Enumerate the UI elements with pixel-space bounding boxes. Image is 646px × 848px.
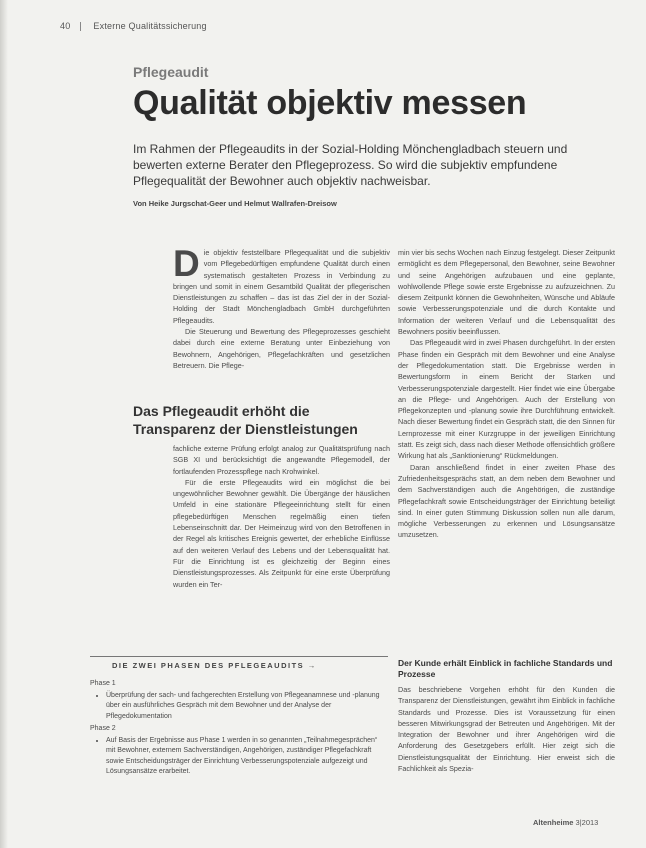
page-number: 40 [60,21,71,31]
page-footer [533,818,598,827]
drop-cap: D [173,243,200,284]
issue-number: 3|2013 [575,818,599,827]
body-column-left-bottom [173,443,390,590]
article-byline: Von Heike Jurgschat-Geer und Helmut Wallrafen-Dreisow [133,199,337,208]
body-column-right-bottom [398,684,615,774]
article-lead: Im Rahmen der Pflegeaudits in der Sozial-Holding Mönchengladbach steuern und bewerten externe Berater den Pflegeprozess. So wird die subjektiv empfundene Pflegequalität der Bewohner auch objektiv nachweisbar. [133,142,568,188]
paragraph: fachliche externe Prüfung erfolgt analog zur Qualitätsprüfung nach SGB XI und berücksichtigt die angewandte Pflegemodell, der fortlaufenden Prozesspflege nach Krohwinkel. [173,444,390,476]
right-subheading: Der Kunde erhält Einblick in fachliche Standards und Prozesse [398,658,613,679]
article-title: Qualität objektiv messen [133,84,527,122]
scan-edge-shadow [0,0,8,848]
phase-2-list [90,736,388,778]
header-divider [80,22,87,31]
infobox [90,677,388,779]
body-column-left-top [173,243,390,371]
phase-1-list [90,691,388,723]
paragraph: Die Steuerung und Bewertung des Pflegeprozesses geschieht dabei durch eine externe Beratung unter Einbeziehung von Bewohnern, Angehörigen, Pflegefachkräften und gesetzlichen Betreuern. Die Pflege- [173,327,390,370]
paragraph: min vier bis sechs Wochen nach Einzug festgelegt. Dieser Zeitpunkt ermöglicht es dem Pflegepersonal, den Bewohner, seine Bewohner und seine Angehörigen aufzubauen und eine geplante, wohlwollende Pflege sowie erste Ergebnisse zu aufzuzeichnen. Zu diesem Zeitpunkt können die Gewohnheiten, Wünsche und Abläufe sowie Verbesserungspotenziale und die durch Kontakte und Information der weiteren Verlauf und die Lebensqualität des Bewohners positiv beeinflussen. [398,248,615,337]
list-item: • Überprüfung der sach- und fachgerechten Erstellung von Pflegeanamnese und -planung über ein ausführliches Gespräch mit dem Bewohner und der Analyse der Pflegedokumentation [106,691,388,723]
infobox-rule [90,656,388,657]
phase-2-label: Phase 2 [90,725,116,732]
magazine-name: Altenheime [533,818,574,827]
article-kicker: Pflegeaudit [133,64,209,80]
paragraph: Für die erste Pflegeaudits wird ein möglichst die bei ungewöhnlicher Bewohner gewählt. Die Übergänge der häuslichen Umfeld in eine stationäre Pflegeeinrichtung stellt für einen pflegebedürftigen Menschen regelmäßig einen tiefen Lebenseinschnitt dar. Der Heimeinzug wird von den Betroffenen in der Regel als kritisches Ereignis gewertet, der erhebliche Einflüsse auf den weiteren Verlauf des Lebens und der Lebensqualität hat. Für die Einrichtung ist es gleichzeitig der Beginn eines Dienstleistungsprozesses. Als Zeitpunkt für eine erste Überprüfung wurden ein Ter- [173,477,390,589]
phase-1-label: Phase 1 [90,680,116,687]
list-item: • Auf Basis der Ergebnisse aus Phase 1 werden in so genannten „Teilnahmegesprächen“ mit Bewohner, externem Sachverständigen, Angehörigen, zuständiger Pflegefachkraft sowie Entscheidungsträger der Einrichtung Verbesserungspotenziale aufgezeigt und Lösungsansätze erarbeitet. [106,736,388,778]
paragraph: Daran anschließend findet in einer zweiten Phase des Zufriedenheitsgesprächs statt, an dem neben dem Bewohner und dem Sachverständigen auch die Angehörigen, die zuständige Pflegefachkraft sowie Entscheidungsträger der Einrichtung beteiligt sind. In einer guten Stimmung Diskussion sollen nun alle darum, mögliche Verbesserungen zu erkennen und Lösungsansätze umzusetzen. [398,462,615,540]
body-column-right-top [398,247,615,541]
infobox-heading: DIE ZWEI PHASEN DES PFLEGEAUDITS → [112,661,317,670]
paragraph: Das Pflegeaudit wird in zwei Phasen durchgeführt. In der ersten Phase finden ein Gespräch mit dem Bewohner und eine Analyse der Pflegedokumentation statt. Die Ergebnisse werden in Bewertungsform in einem Bericht der Starken und Verbesserungspotenziale dargestellt. Hier findet wie eine Übergabe an die Pflege- und Angehörigen. Auch der Erstellung von Pflegekonzepten und -planung sowie ihre Durchführung entwickelt. Nach dieser Bewertung findet ein Gespräch statt, die den Sinnen für Lernprozesse mit einer Kurzgruppe in der jeweiligen Einrichtung statt. Es zeigt sich, dass nach dieser Methode offensichtlich größere Wirkung hat als „Sanktionierung“ Rückmeldungen. [398,338,615,461]
section-subheading: Das Pflegeaudit erhöht die Transparenz der Dienstleistungen [133,403,358,437]
paragraph: ie objektiv feststellbare Pflegequalität und die subjektiv vom Pflegebedürftigen empfundene Qualität durch einen systematisch gestalteten Prozess in Verbindung zu bringen und somit in einem Gesamtbild Qualität der pflegerischen Dienstleistungen zu schaffen – das ist das Ziel der in der Sozial-Holding der Stadt Mönchengladbach GmbH durchgeführten Pflegeaudits. [173,248,390,325]
section-name: Externe Qualitätssicherung [93,21,207,31]
paragraph: Das beschriebene Vorgehen erhöht für den Kunden die Transparenz der Dienstleistungen, gewährt ihm Einblick in fachliche Standards und Prozesse. Dies ist Voraussetzung für einen besseren Mitwirkungsgrad der Betreuten und Angehörigen. Mit der Integration der Bewohner und ihrer Angehörigen wird die Anforderung des Gesetzgebers erfüllt. Hier zeigt sich die Dienstleistungsqualität der Einrichtung. Hier erweist sich die Fachlichkeit als Spezia- [398,685,615,774]
running-header [60,21,207,31]
